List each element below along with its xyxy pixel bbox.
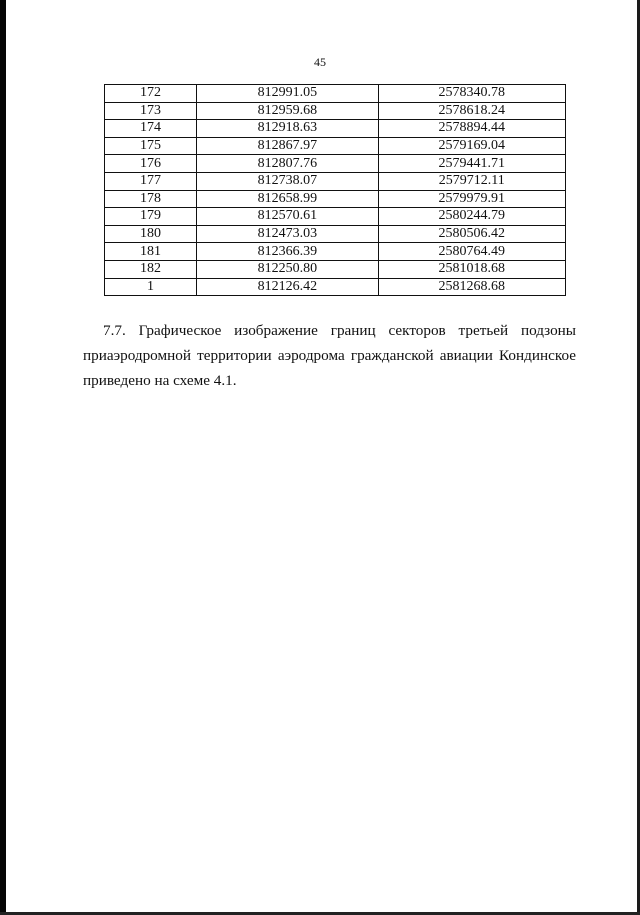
paragraph-line: приведено на схеме 4.1. — [83, 372, 237, 389]
table-row — [105, 155, 566, 173]
x-coordinate-cell: 812738.07 — [197, 172, 378, 190]
table-row — [105, 102, 566, 120]
table-row — [105, 172, 566, 190]
x-coordinate-cell: 812570.61 — [197, 208, 378, 226]
table-row — [105, 208, 566, 226]
x-coordinate-cell: 812991.05 — [197, 85, 378, 103]
coordinates-table — [104, 84, 566, 296]
table-row — [105, 260, 566, 278]
point-number-cell: 172 — [105, 85, 197, 103]
point-number-cell: 1 — [105, 278, 197, 296]
table-row — [105, 225, 566, 243]
x-coordinate-cell: 812807.76 — [197, 155, 378, 173]
y-coordinate-cell: 2581018.68 — [378, 260, 565, 278]
x-coordinate-cell: 812959.68 — [197, 102, 378, 120]
point-number-cell: 181 — [105, 243, 197, 261]
table-row — [105, 190, 566, 208]
y-coordinate-cell: 2578894.44 — [378, 120, 565, 138]
point-number-cell: 182 — [105, 260, 197, 278]
y-coordinate-cell: 2581268.68 — [378, 278, 565, 296]
paragraph-line: 7.7. Графическое изображение границ секторов третьей подзоны — [103, 322, 576, 339]
y-coordinate-cell: 2578618.24 — [378, 102, 565, 120]
x-coordinate-cell: 812250.80 — [197, 260, 378, 278]
y-coordinate-cell: 2580506.42 — [378, 225, 565, 243]
page-number: 45 — [314, 55, 326, 69]
table-row — [105, 137, 566, 155]
x-coordinate-cell: 812366.39 — [197, 243, 378, 261]
point-number-cell: 179 — [105, 208, 197, 226]
paragraph-line: приаэродромной территории аэродрома гражданской авиации Кондинское — [83, 347, 576, 364]
x-coordinate-cell: 812126.42 — [197, 278, 378, 296]
y-coordinate-cell: 2580764.49 — [378, 243, 565, 261]
table-row — [105, 243, 566, 261]
table-row — [105, 278, 566, 296]
point-number-cell: 178 — [105, 190, 197, 208]
point-number-cell: 173 — [105, 102, 197, 120]
y-coordinate-cell: 2580244.79 — [378, 208, 565, 226]
scan-edge-left — [0, 0, 6, 915]
point-number-cell: 180 — [105, 225, 197, 243]
y-coordinate-cell: 2578340.78 — [378, 85, 565, 103]
y-coordinate-cell: 2579712.11 — [378, 172, 565, 190]
y-coordinate-cell: 2579441.71 — [378, 155, 565, 173]
x-coordinate-cell: 812918.63 — [197, 120, 378, 138]
x-coordinate-cell: 812473.03 — [197, 225, 378, 243]
table-row — [105, 85, 566, 103]
y-coordinate-cell: 2579169.04 — [378, 137, 565, 155]
x-coordinate-cell: 812867.97 — [197, 137, 378, 155]
point-number-cell: 174 — [105, 120, 197, 138]
point-number-cell: 176 — [105, 155, 197, 173]
table-row — [105, 120, 566, 138]
section-paragraph — [83, 318, 576, 393]
y-coordinate-cell: 2579979.91 — [378, 190, 565, 208]
point-number-cell: 177 — [105, 172, 197, 190]
point-number-cell: 175 — [105, 137, 197, 155]
x-coordinate-cell: 812658.99 — [197, 190, 378, 208]
